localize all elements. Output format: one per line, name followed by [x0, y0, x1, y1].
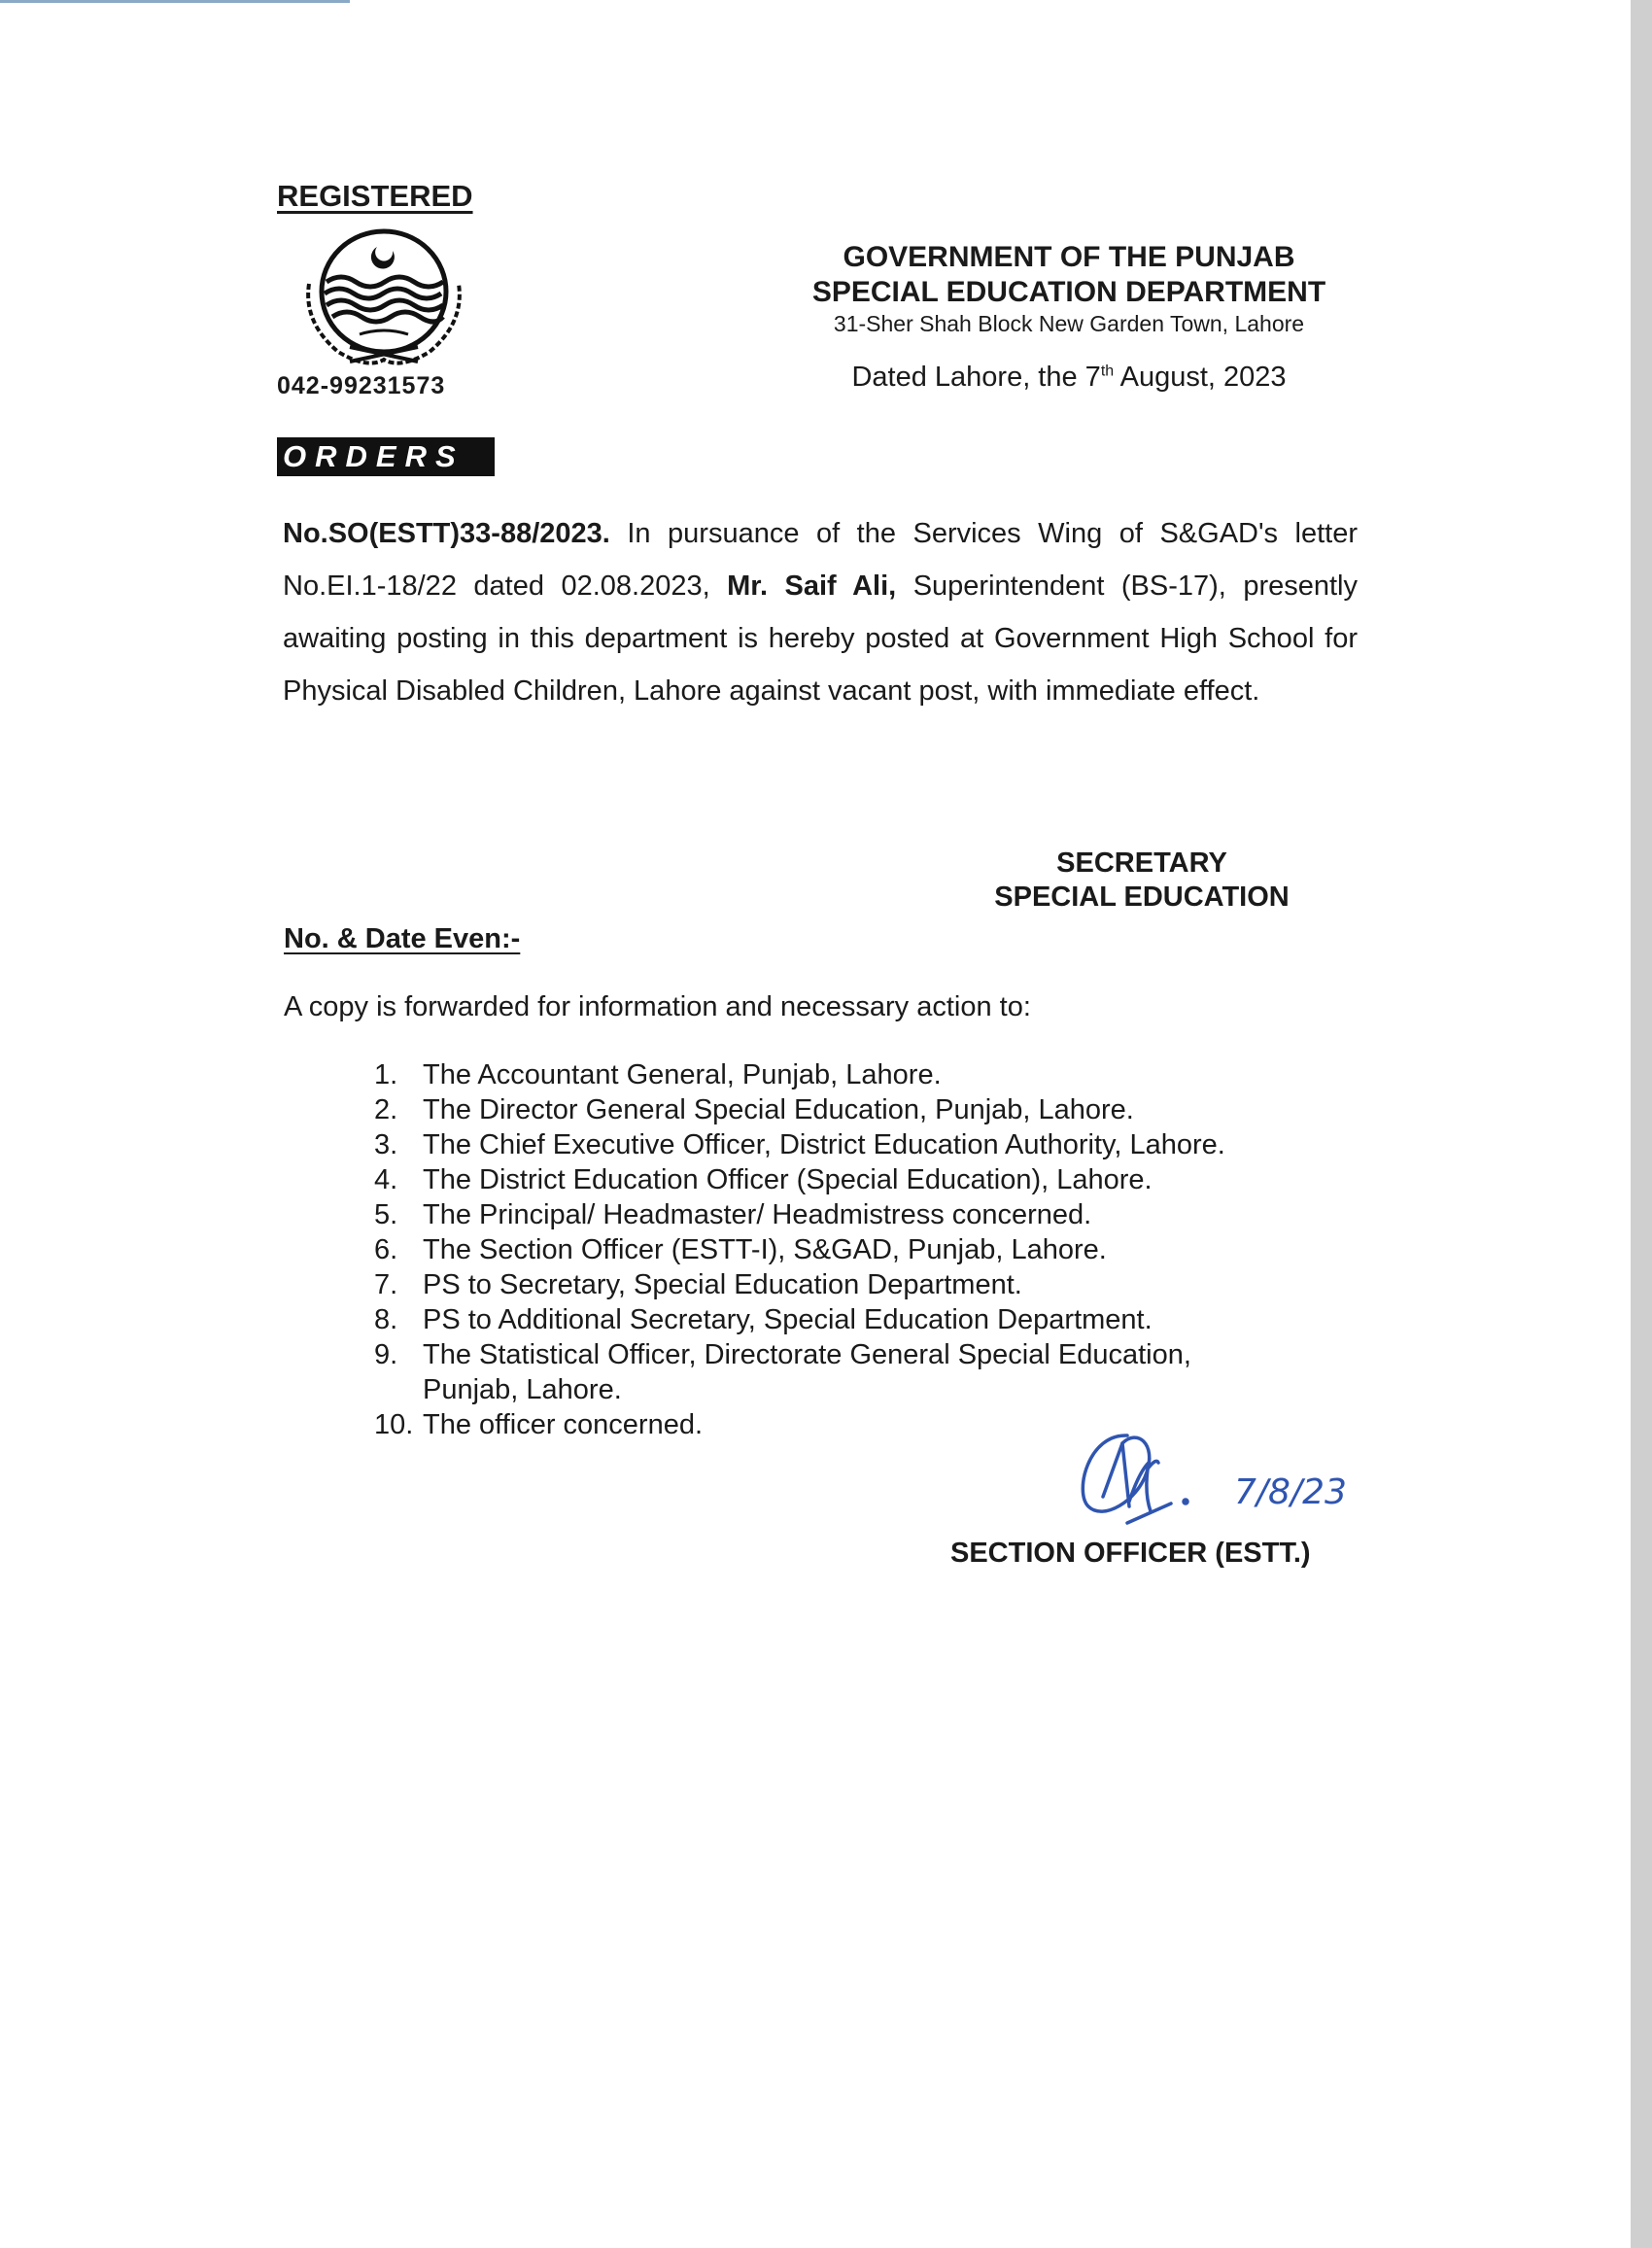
list-item	[374, 1092, 1346, 1127]
section-officer-title: SECTION OFFICER (ESTT.)	[950, 1538, 1311, 1569]
item-text: The Accountant General, Punjab, Lahore.	[423, 1059, 942, 1090]
item-text: PS to Secretary, Special Education Department.	[423, 1269, 1022, 1300]
item-number: 1.	[374, 1059, 398, 1090]
signatory-department: SPECIAL EDUCATION	[994, 882, 1290, 913]
registered-label: REGISTERED	[277, 179, 473, 213]
scan-edge-mark	[0, 0, 350, 3]
item-text: The Chief Executive Officer, District Education Authority, Lahore.	[423, 1129, 1225, 1160]
item-number: 6.	[374, 1234, 398, 1265]
endorsement-intro: A copy is forwarded for information and necessary action to:	[284, 991, 1031, 1022]
department-title: SPECIAL EDUCATION DEPARTMENT	[811, 276, 1326, 308]
list-item	[374, 1057, 1346, 1092]
list-item	[374, 1127, 1346, 1162]
item-number: 4.	[374, 1164, 398, 1195]
order-date	[758, 362, 1380, 394]
item-text: The officer concerned.	[423, 1409, 704, 1440]
list-item	[374, 1302, 1346, 1337]
item-text: PS to Additional Secretary, Special Education Department.	[423, 1304, 1153, 1335]
date-prefix: Dated Lahore, the 7	[851, 362, 1101, 393]
item-number: 10.	[374, 1409, 414, 1440]
signature-date: 7/8/23	[1234, 1472, 1347, 1512]
item-text: The Director General Special Education, Punjab, Lahore.	[423, 1094, 1134, 1125]
list-item	[374, 1232, 1346, 1267]
item-text: The Statistical Officer, Directorate General Special Education, Punjab, Lahore.	[423, 1339, 1191, 1405]
item-number: 9.	[374, 1339, 398, 1370]
item-number: 8.	[374, 1304, 398, 1335]
order-reference: No.SO(ESTT)33-88/2023.	[283, 518, 610, 549]
handwritten-signature	[1069, 1424, 1370, 1531]
order-text-2: Superintendent (BS-17), presently awaiting posting in this department is hereby posted at Government High School for Physical Disabled Children, Lahore against vacant post, with immediate effect.	[283, 571, 1358, 707]
officer-name: Mr. Saif Ali,	[727, 571, 897, 602]
item-text: The District Education Officer (Special Education), Lahore.	[423, 1164, 1153, 1195]
item-text: The Section Officer (ESTT-I), S&GAD, Punjab, Lahore.	[423, 1234, 1107, 1265]
department-address: 31-Sher Shah Block New Garden Town, Lahore	[833, 311, 1305, 336]
order-body	[283, 507, 1358, 717]
orders-heading: ORDERS	[277, 437, 495, 476]
item-number: 7.	[374, 1269, 398, 1300]
distribution-list	[374, 1057, 1346, 1442]
punjab-emblem-logo	[292, 225, 476, 371]
item-number: 5.	[374, 1199, 398, 1230]
list-item	[374, 1197, 1346, 1232]
order-text-1: In pursuance of the Services Wing of S&GAD's letter No.EI.1-18/22 dated 02.08.2023,	[283, 518, 1358, 602]
endorsement-heading: No. & Date Even:-	[284, 923, 521, 954]
date-ordinal: th	[1100, 363, 1115, 380]
signatory-title: SECRETARY	[1056, 847, 1227, 879]
date-suffix: August, 2023	[1114, 362, 1287, 393]
government-title: GOVERNMENT OF THE PUNJAB	[843, 241, 1295, 273]
list-item	[374, 1267, 1346, 1302]
item-text: The Principal/ Headmaster/ Headmistress concerned.	[423, 1199, 1092, 1230]
item-number: 3.	[374, 1129, 398, 1160]
phone-number: 042-99231573	[277, 372, 446, 399]
list-item	[374, 1162, 1346, 1197]
scan-border	[1631, 0, 1652, 2248]
list-item	[374, 1337, 1346, 1407]
item-number: 2.	[374, 1094, 398, 1125]
